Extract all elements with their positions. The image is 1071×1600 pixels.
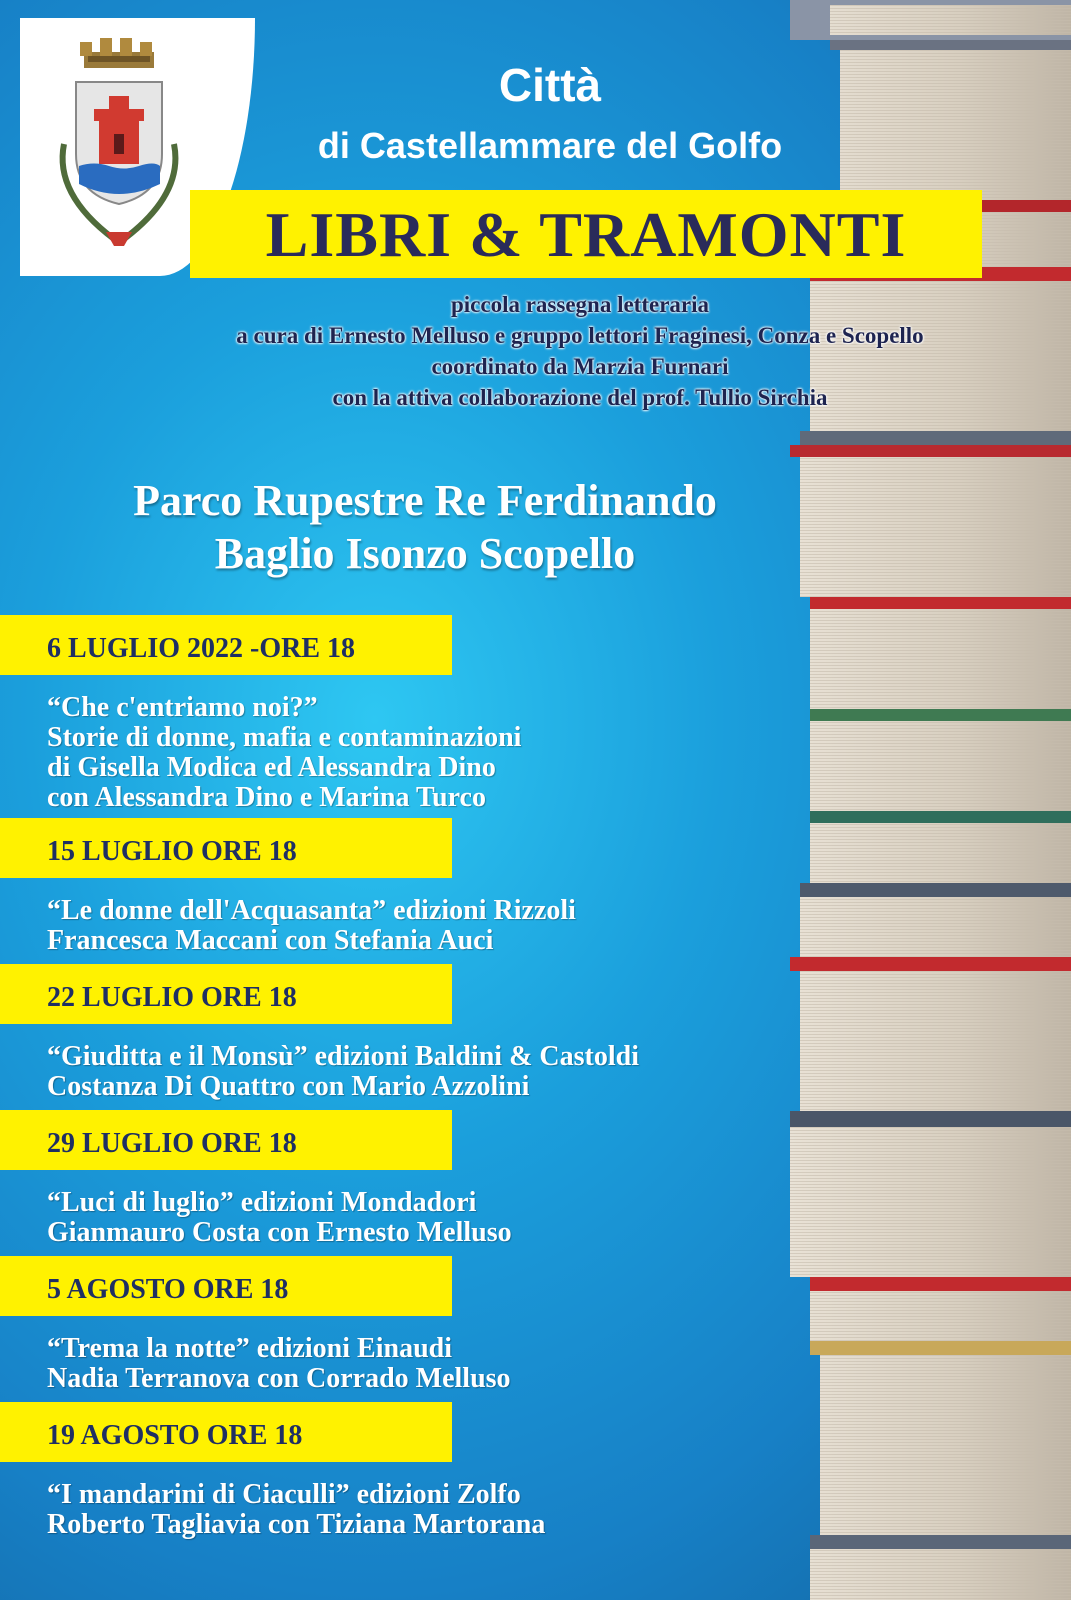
city-name-line2: di Castellammare del Golfo xyxy=(317,125,783,166)
event-description xyxy=(47,1042,639,1102)
event-line: “Trema la notte” edizioni Einaudi xyxy=(47,1333,452,1364)
event-line: Roberto Tagliavia con Tiziana Martorana xyxy=(47,1509,546,1540)
event-line: Storie di donne, mafia e contaminazioni xyxy=(47,722,522,753)
event-line: Nadia Terranova con Corrado Melluso xyxy=(47,1363,511,1394)
event-date: 19 AGOSTO ORE 18 xyxy=(47,1420,303,1451)
event-line: “Luci di luglio” edizioni Mondadori xyxy=(47,1187,477,1218)
event-date: 22 LUGLIO ORE 18 xyxy=(47,982,297,1013)
event-line: “Le donne dell'Acquasanta” edizioni Rizzoli xyxy=(47,895,576,926)
event-description xyxy=(47,1188,512,1248)
event-line: Gianmauro Costa con Ernesto Melluso xyxy=(47,1217,512,1248)
event-description xyxy=(47,896,576,956)
event-line: di Gisella Modica ed Alessandra Dino xyxy=(47,752,496,783)
event-date: 29 LUGLIO ORE 18 xyxy=(47,1128,297,1159)
event-date: 5 AGOSTO ORE 18 xyxy=(47,1274,289,1305)
event-description xyxy=(47,1334,511,1394)
subtitle-line: a cura di Ernesto Melluso e gruppo lettori Fraginesi, Conza e Scopello xyxy=(236,323,924,348)
event-description xyxy=(47,1480,545,1540)
event-line: Francesca Maccani con Stefania Auci xyxy=(47,925,494,956)
subtitle-line: piccola rassegna letteraria xyxy=(450,292,710,317)
venue-line1: Parco Rupestre Re Ferdinando xyxy=(133,476,717,525)
event-line: con Alessandra Dino e Marina Turco xyxy=(47,782,486,813)
subtitle-line: coordinato da Marzia Furnari xyxy=(431,354,729,379)
event-title: LIBRI & TRAMONTI xyxy=(265,199,907,270)
city-name-line1: Città xyxy=(498,59,602,111)
venue-line2: Baglio Isonzo Scopello xyxy=(214,529,636,578)
coat-of-arms-icon xyxy=(44,34,194,249)
event-description xyxy=(47,693,521,813)
event-line: “Che c'entriamo noi?” xyxy=(47,692,318,723)
event-line: “I mandarini di Ciaculli” edizioni Zolfo xyxy=(47,1479,521,1510)
event-date: 15 LUGLIO ORE 18 xyxy=(47,836,297,867)
event-line: Costanza Di Quattro con Mario Azzolini xyxy=(47,1071,530,1102)
event-line: “Giuditta e il Monsù” edizioni Baldini & Castoldi xyxy=(47,1041,639,1072)
subtitle-line: con la attiva collaborazione del prof. Tullio Sirchia xyxy=(332,385,828,410)
event-date: 6 LUGLIO 2022 -ORE 18 xyxy=(47,633,356,664)
